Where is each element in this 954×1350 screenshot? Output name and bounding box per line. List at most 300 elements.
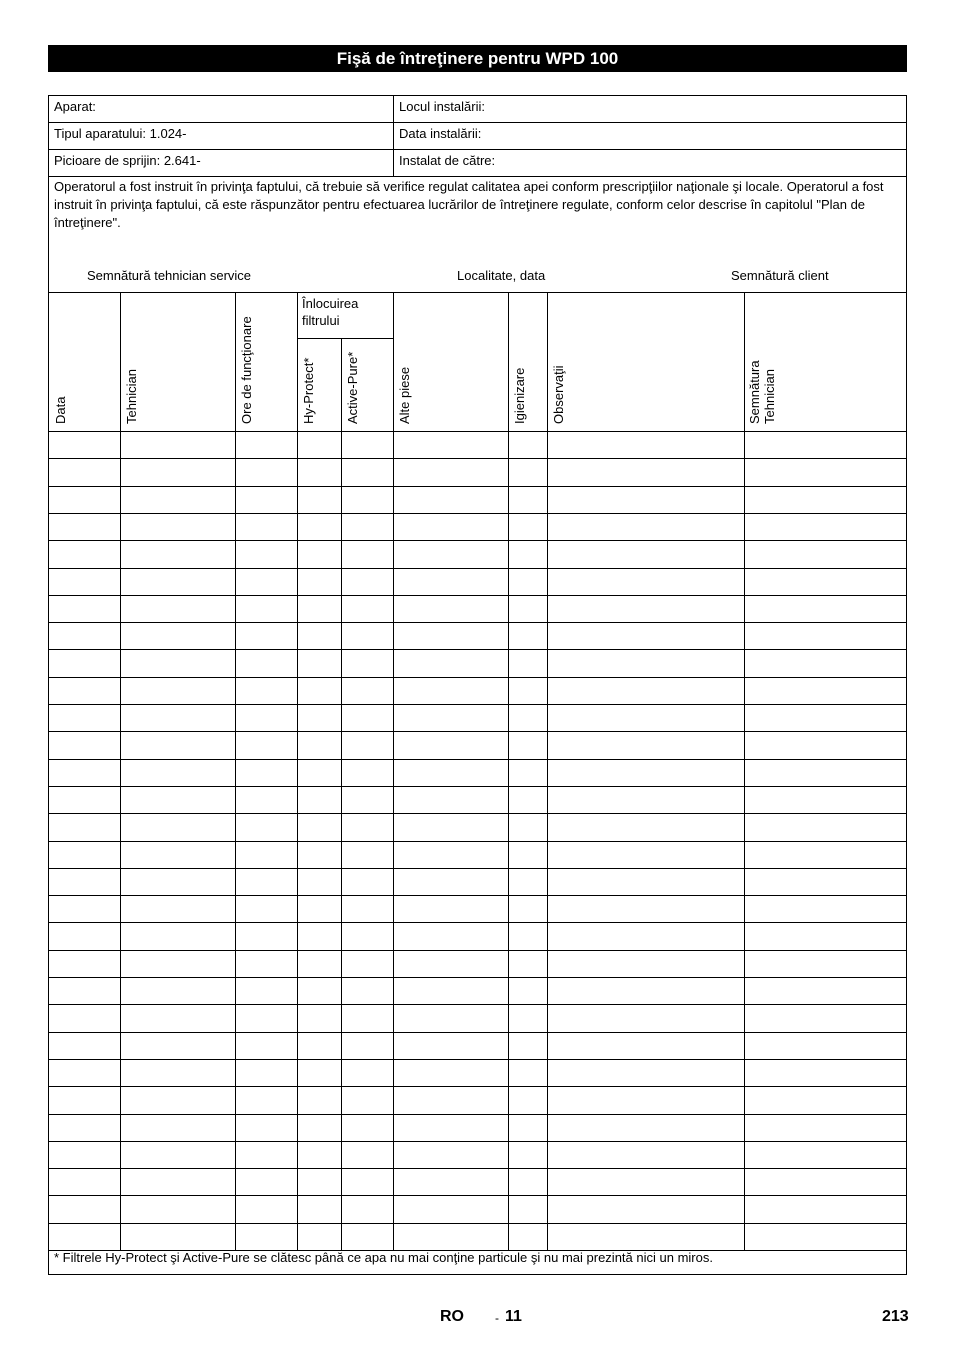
log-cell-date[interactable] bbox=[50, 842, 120, 868]
column-header-hy-protect: Hy-Protect* bbox=[301, 357, 316, 424]
log-cell-active-pure[interactable] bbox=[342, 596, 393, 622]
log-cell-signature[interactable] bbox=[745, 1033, 906, 1059]
log-cell-active-pure[interactable] bbox=[342, 459, 393, 486]
log-cell-date[interactable] bbox=[50, 1169, 120, 1195]
log-cell-observations[interactable] bbox=[548, 869, 744, 895]
log-cell-date[interactable] bbox=[50, 1033, 120, 1059]
log-cell-hy-protect[interactable] bbox=[298, 787, 341, 813]
log-cell-hours[interactable] bbox=[236, 760, 297, 786]
log-cell-sanitizing[interactable] bbox=[509, 623, 547, 649]
log-cell-technician[interactable] bbox=[121, 1196, 235, 1223]
log-cell-observations[interactable] bbox=[548, 1169, 744, 1195]
installation-location-field[interactable]: Locul instalării: bbox=[399, 99, 485, 114]
log-cell-technician[interactable] bbox=[121, 596, 235, 622]
log-cell-signature[interactable] bbox=[745, 732, 906, 759]
log-cell-date[interactable] bbox=[50, 869, 120, 895]
log-cell-sanitizing[interactable] bbox=[509, 678, 547, 704]
log-cell-observations[interactable] bbox=[548, 814, 744, 841]
log-cell-other-parts[interactable] bbox=[394, 1169, 508, 1195]
footer-section-page: 11 bbox=[505, 1308, 522, 1325]
log-cell-hours[interactable] bbox=[236, 596, 297, 622]
log-cell-hours[interactable] bbox=[236, 487, 297, 513]
log-cell-hy-protect[interactable] bbox=[298, 678, 341, 704]
log-cell-hy-protect[interactable] bbox=[298, 1224, 341, 1250]
log-cell-date[interactable] bbox=[50, 623, 120, 649]
log-cell-sanitizing[interactable] bbox=[509, 705, 547, 731]
log-cell-active-pure[interactable] bbox=[342, 923, 393, 950]
log-cell-hy-protect[interactable] bbox=[298, 459, 341, 486]
log-cell-signature[interactable] bbox=[745, 896, 906, 922]
log-cell-active-pure[interactable] bbox=[342, 569, 393, 595]
log-cell-technician[interactable] bbox=[121, 1115, 235, 1141]
log-cell-sanitizing[interactable] bbox=[509, 1196, 547, 1223]
log-cell-date[interactable] bbox=[50, 541, 120, 568]
column-header-active-pure: Active-Pure* bbox=[345, 351, 360, 424]
log-cell-hy-protect[interactable] bbox=[298, 541, 341, 568]
log-cell-active-pure[interactable] bbox=[342, 1115, 393, 1141]
log-cell-signature[interactable] bbox=[745, 432, 906, 458]
log-cell-date[interactable] bbox=[50, 1060, 120, 1086]
log-cell-date[interactable] bbox=[50, 896, 120, 922]
log-cell-hours[interactable] bbox=[236, 978, 297, 1004]
log-cell-hy-protect[interactable] bbox=[298, 1142, 341, 1168]
log-cell-other-parts[interactable] bbox=[394, 569, 508, 595]
installation-info-table bbox=[48, 95, 907, 293]
log-cell-observations[interactable] bbox=[548, 569, 744, 595]
log-cell-other-parts[interactable] bbox=[394, 1005, 508, 1032]
log-cell-date[interactable] bbox=[50, 569, 120, 595]
installation-date-field[interactable]: Data instalării: bbox=[399, 126, 482, 141]
signature-header-line2: Tehnician bbox=[762, 369, 777, 424]
column-header-filter-replacement: Înlocuirea filtrului bbox=[302, 296, 359, 328]
log-cell-hours[interactable] bbox=[236, 1115, 297, 1141]
log-cell-hy-protect[interactable] bbox=[298, 1005, 341, 1032]
log-cell-signature[interactable] bbox=[745, 541, 906, 568]
log-cell-other-parts[interactable] bbox=[394, 541, 508, 568]
log-cell-signature[interactable] bbox=[745, 569, 906, 595]
log-cell-hy-protect[interactable] bbox=[298, 623, 341, 649]
log-cell-other-parts[interactable] bbox=[394, 760, 508, 786]
log-cell-hy-protect[interactable] bbox=[298, 1115, 341, 1141]
log-cell-signature[interactable] bbox=[745, 623, 906, 649]
log-cell-other-parts[interactable] bbox=[394, 650, 508, 677]
log-cell-hy-protect[interactable] bbox=[298, 650, 341, 677]
log-cell-sanitizing[interactable] bbox=[509, 487, 547, 513]
log-cell-hy-protect[interactable] bbox=[298, 1087, 341, 1114]
log-cell-hy-protect[interactable] bbox=[298, 869, 341, 895]
log-cell-active-pure[interactable] bbox=[342, 814, 393, 841]
log-cell-date[interactable] bbox=[50, 732, 120, 759]
log-cell-technician[interactable] bbox=[121, 842, 235, 868]
log-cell-observations[interactable] bbox=[548, 1142, 744, 1168]
log-cell-sanitizing[interactable] bbox=[509, 1033, 547, 1059]
log-cell-hours[interactable] bbox=[236, 705, 297, 731]
log-cell-technician[interactable] bbox=[121, 1142, 235, 1168]
log-cell-observations[interactable] bbox=[548, 650, 744, 677]
log-cell-sanitizing[interactable] bbox=[509, 896, 547, 922]
log-cell-hy-protect[interactable] bbox=[298, 487, 341, 513]
log-cell-observations[interactable] bbox=[548, 787, 744, 813]
log-cell-hy-protect[interactable] bbox=[298, 705, 341, 731]
log-cell-hy-protect[interactable] bbox=[298, 1060, 341, 1086]
log-cell-sanitizing[interactable] bbox=[509, 596, 547, 622]
log-cell-sanitizing[interactable] bbox=[509, 842, 547, 868]
log-cell-sanitizing[interactable] bbox=[509, 869, 547, 895]
log-cell-active-pure[interactable] bbox=[342, 760, 393, 786]
log-cell-hours[interactable] bbox=[236, 459, 297, 486]
log-cell-sanitizing[interactable] bbox=[509, 569, 547, 595]
column-header-observations: Observaţii bbox=[551, 365, 566, 424]
log-cell-observations[interactable] bbox=[548, 459, 744, 486]
log-cell-date[interactable] bbox=[50, 1224, 120, 1250]
log-cell-technician[interactable] bbox=[121, 814, 235, 841]
log-cell-technician[interactable] bbox=[121, 1033, 235, 1059]
log-cell-sanitizing[interactable] bbox=[509, 1060, 547, 1086]
log-cell-observations[interactable] bbox=[548, 1196, 744, 1223]
log-cell-other-parts[interactable] bbox=[394, 1142, 508, 1168]
log-cell-technician[interactable] bbox=[121, 760, 235, 786]
log-cell-signature[interactable] bbox=[745, 1169, 906, 1195]
log-cell-hours[interactable] bbox=[236, 650, 297, 677]
log-cell-hours[interactable] bbox=[236, 1033, 297, 1059]
log-cell-sanitizing[interactable] bbox=[509, 1224, 547, 1250]
log-cell-other-parts[interactable] bbox=[394, 923, 508, 950]
log-cell-hy-protect[interactable] bbox=[298, 760, 341, 786]
log-cell-date[interactable] bbox=[50, 1087, 120, 1114]
log-cell-date[interactable] bbox=[50, 923, 120, 950]
log-cell-observations[interactable] bbox=[548, 1115, 744, 1141]
column-header-other-parts: Alte piese bbox=[397, 366, 412, 424]
log-cell-signature[interactable] bbox=[745, 678, 906, 704]
log-cell-technician[interactable] bbox=[121, 487, 235, 513]
log-cell-signature[interactable] bbox=[745, 814, 906, 841]
log-cell-date[interactable] bbox=[50, 760, 120, 786]
log-cell-hours[interactable] bbox=[236, 814, 297, 841]
log-cell-other-parts[interactable] bbox=[394, 842, 508, 868]
log-cell-other-parts[interactable] bbox=[394, 1087, 508, 1114]
log-cell-observations[interactable] bbox=[548, 487, 744, 513]
log-cell-active-pure[interactable] bbox=[342, 1005, 393, 1032]
log-cell-hy-protect[interactable] bbox=[298, 432, 341, 458]
log-cell-other-parts[interactable] bbox=[394, 596, 508, 622]
log-cell-observations[interactable] bbox=[548, 1033, 744, 1059]
log-cell-hy-protect[interactable] bbox=[298, 514, 341, 540]
log-cell-signature[interactable] bbox=[745, 1087, 906, 1114]
log-cell-technician[interactable] bbox=[121, 1060, 235, 1086]
log-cell-date[interactable] bbox=[50, 459, 120, 486]
log-cell-other-parts[interactable] bbox=[394, 678, 508, 704]
log-cell-signature[interactable] bbox=[745, 951, 906, 977]
log-cell-signature[interactable] bbox=[745, 1224, 906, 1250]
log-cell-sanitizing[interactable] bbox=[509, 814, 547, 841]
log-cell-hours[interactable] bbox=[236, 432, 297, 458]
log-cell-technician[interactable] bbox=[121, 923, 235, 950]
log-cell-date[interactable] bbox=[50, 514, 120, 540]
log-cell-signature[interactable] bbox=[745, 459, 906, 486]
log-cell-signature[interactable] bbox=[745, 923, 906, 950]
log-cell-active-pure[interactable] bbox=[342, 541, 393, 568]
log-cell-observations[interactable] bbox=[548, 896, 744, 922]
log-cell-active-pure[interactable] bbox=[342, 896, 393, 922]
footer-language: RO bbox=[440, 1308, 464, 1325]
log-cell-other-parts[interactable] bbox=[394, 978, 508, 1004]
log-cell-date[interactable] bbox=[50, 1115, 120, 1141]
log-cell-sanitizing[interactable] bbox=[509, 923, 547, 950]
log-cell-observations[interactable] bbox=[548, 1087, 744, 1114]
log-cell-sanitizing[interactable] bbox=[509, 951, 547, 977]
log-cell-observations[interactable] bbox=[548, 541, 744, 568]
log-cell-date[interactable] bbox=[50, 596, 120, 622]
log-cell-technician[interactable] bbox=[121, 896, 235, 922]
installed-by-field[interactable]: Instalat de către: bbox=[399, 153, 496, 168]
log-cell-technician[interactable] bbox=[121, 1224, 235, 1250]
column-header-date: Data bbox=[53, 396, 68, 424]
log-cell-hours[interactable] bbox=[236, 951, 297, 977]
operator-instruction-statement: Operatorul a fost instruit în privinţa faptului, că trebuie să verifice regulat calitatea apei conform prescripţiilor naţionale şi locale. Operatorul a fost instruit în privinţa faptului, că este răspunzător pentru efectuarea lucrărilor de întreţinere regulate, conform celor descrise în capitolul "Plan de întreţinere". bbox=[54, 179, 884, 230]
log-cell-observations[interactable] bbox=[548, 596, 744, 622]
log-cell-hy-protect[interactable] bbox=[298, 814, 341, 841]
log-cell-observations[interactable] bbox=[548, 432, 744, 458]
log-cell-active-pure[interactable] bbox=[342, 650, 393, 677]
log-cell-signature[interactable] bbox=[745, 842, 906, 868]
log-cell-observations[interactable] bbox=[548, 1224, 744, 1250]
log-cell-sanitizing[interactable] bbox=[509, 650, 547, 677]
log-cell-other-parts[interactable] bbox=[394, 787, 508, 813]
log-cell-signature[interactable] bbox=[745, 978, 906, 1004]
log-cell-technician[interactable] bbox=[121, 1169, 235, 1195]
log-cell-signature[interactable] bbox=[745, 487, 906, 513]
log-cell-technician[interactable] bbox=[121, 732, 235, 759]
info-row-feet bbox=[49, 150, 906, 177]
column-header-operating-hours: Ore de funcţionare bbox=[239, 316, 254, 424]
log-cell-other-parts[interactable] bbox=[394, 1196, 508, 1223]
log-cell-hours[interactable] bbox=[236, 1142, 297, 1168]
log-cell-observations[interactable] bbox=[548, 705, 744, 731]
log-cell-active-pure[interactable] bbox=[342, 978, 393, 1004]
row-line bbox=[49, 1250, 906, 1251]
column-header-technician-signature bbox=[747, 360, 777, 424]
footer-dash: - bbox=[495, 1311, 499, 1325]
log-cell-other-parts[interactable] bbox=[394, 1060, 508, 1086]
log-cell-sanitizing[interactable] bbox=[509, 787, 547, 813]
log-cell-signature[interactable] bbox=[745, 1115, 906, 1141]
log-cell-hours[interactable] bbox=[236, 732, 297, 759]
log-cell-hours[interactable] bbox=[236, 787, 297, 813]
log-cell-signature[interactable] bbox=[745, 869, 906, 895]
log-cell-sanitizing[interactable] bbox=[509, 1115, 547, 1141]
log-cell-technician[interactable] bbox=[121, 623, 235, 649]
column-header-sanitizing: Igienizare bbox=[512, 367, 527, 424]
log-cell-hours[interactable] bbox=[236, 1224, 297, 1250]
log-cell-hy-protect[interactable] bbox=[298, 732, 341, 759]
log-cell-active-pure[interactable] bbox=[342, 432, 393, 458]
log-cell-date[interactable] bbox=[50, 951, 120, 977]
maintenance-log-table bbox=[48, 292, 907, 1275]
log-cell-hy-protect[interactable] bbox=[298, 569, 341, 595]
log-cell-hours[interactable] bbox=[236, 923, 297, 950]
log-cell-hours[interactable] bbox=[236, 514, 297, 540]
place-date-label: Localitate, data bbox=[457, 268, 546, 283]
log-cell-active-pure[interactable] bbox=[342, 787, 393, 813]
log-cell-date[interactable] bbox=[50, 814, 120, 841]
info-row-device bbox=[49, 96, 906, 123]
log-cell-hy-protect[interactable] bbox=[298, 596, 341, 622]
log-cell-observations[interactable] bbox=[548, 978, 744, 1004]
log-cell-hours[interactable] bbox=[236, 1060, 297, 1086]
log-cell-other-parts[interactable] bbox=[394, 623, 508, 649]
log-cell-active-pure[interactable] bbox=[342, 514, 393, 540]
log-cell-observations[interactable] bbox=[548, 1060, 744, 1086]
log-cell-sanitizing[interactable] bbox=[509, 1005, 547, 1032]
log-cell-technician[interactable] bbox=[121, 869, 235, 895]
log-cell-technician[interactable] bbox=[121, 514, 235, 540]
log-cell-active-pure[interactable] bbox=[342, 1224, 393, 1250]
log-cell-hours[interactable] bbox=[236, 1196, 297, 1223]
device-type-field[interactable]: Tipul aparatului: 1.024- bbox=[49, 123, 394, 149]
log-cell-technician[interactable] bbox=[121, 978, 235, 1004]
log-cell-hy-protect[interactable] bbox=[298, 978, 341, 1004]
log-cell-technician[interactable] bbox=[121, 432, 235, 458]
column-header-technician: Tehnician bbox=[124, 369, 139, 424]
log-cell-signature[interactable] bbox=[745, 514, 906, 540]
log-cell-hours[interactable] bbox=[236, 678, 297, 704]
log-cell-other-parts[interactable] bbox=[394, 869, 508, 895]
log-cell-observations[interactable] bbox=[548, 514, 744, 540]
log-cell-observations[interactable] bbox=[548, 760, 744, 786]
log-cell-observations[interactable] bbox=[548, 951, 744, 977]
log-cell-active-pure[interactable] bbox=[342, 732, 393, 759]
log-cell-date[interactable] bbox=[50, 787, 120, 813]
log-cell-technician[interactable] bbox=[121, 787, 235, 813]
log-cell-sanitizing[interactable] bbox=[509, 432, 547, 458]
log-cell-other-parts[interactable] bbox=[394, 951, 508, 977]
log-cell-date[interactable] bbox=[50, 1196, 120, 1223]
log-cell-other-parts[interactable] bbox=[394, 459, 508, 486]
log-cell-other-parts[interactable] bbox=[394, 732, 508, 759]
log-cell-sanitizing[interactable] bbox=[509, 541, 547, 568]
log-cell-technician[interactable] bbox=[121, 541, 235, 568]
log-cell-sanitizing[interactable] bbox=[509, 514, 547, 540]
log-cell-date[interactable] bbox=[50, 1142, 120, 1168]
log-cell-technician[interactable] bbox=[121, 1087, 235, 1114]
log-cell-other-parts[interactable] bbox=[394, 1115, 508, 1141]
footer-page-number: 213 bbox=[882, 1308, 909, 1325]
log-cell-technician[interactable] bbox=[121, 1005, 235, 1032]
log-cell-other-parts[interactable] bbox=[394, 487, 508, 513]
log-cell-hours[interactable] bbox=[236, 541, 297, 568]
log-cell-date[interactable] bbox=[50, 705, 120, 731]
log-cell-hours[interactable] bbox=[236, 869, 297, 895]
log-cell-signature[interactable] bbox=[745, 1142, 906, 1168]
device-field[interactable]: Aparat: bbox=[49, 96, 394, 122]
log-cell-sanitizing[interactable] bbox=[509, 760, 547, 786]
log-cell-signature[interactable] bbox=[745, 787, 906, 813]
log-cell-signature[interactable] bbox=[745, 760, 906, 786]
log-cell-other-parts[interactable] bbox=[394, 514, 508, 540]
log-cell-active-pure[interactable] bbox=[342, 951, 393, 977]
log-cell-other-parts[interactable] bbox=[394, 432, 508, 458]
log-cell-hours[interactable] bbox=[236, 896, 297, 922]
log-cell-technician[interactable] bbox=[121, 705, 235, 731]
log-cell-date[interactable] bbox=[50, 650, 120, 677]
log-cell-active-pure[interactable] bbox=[342, 1169, 393, 1195]
log-cell-observations[interactable] bbox=[548, 623, 744, 649]
log-cell-active-pure[interactable] bbox=[342, 705, 393, 731]
log-cell-technician[interactable] bbox=[121, 569, 235, 595]
log-cell-sanitizing[interactable] bbox=[509, 459, 547, 486]
log-cell-technician[interactable] bbox=[121, 459, 235, 486]
log-cell-sanitizing[interactable] bbox=[509, 1142, 547, 1168]
log-cell-hy-protect[interactable] bbox=[298, 896, 341, 922]
log-cell-active-pure[interactable] bbox=[342, 1033, 393, 1059]
log-cell-hours[interactable] bbox=[236, 623, 297, 649]
log-cell-signature[interactable] bbox=[745, 1005, 906, 1032]
log-cell-active-pure[interactable] bbox=[342, 842, 393, 868]
log-cell-other-parts[interactable] bbox=[394, 814, 508, 841]
log-cell-other-parts[interactable] bbox=[394, 1224, 508, 1250]
log-cell-active-pure[interactable] bbox=[342, 1196, 393, 1223]
log-cell-signature[interactable] bbox=[745, 596, 906, 622]
log-cell-technician[interactable] bbox=[121, 678, 235, 704]
log-cell-other-parts[interactable] bbox=[394, 896, 508, 922]
log-cell-active-pure[interactable] bbox=[342, 1060, 393, 1086]
log-cell-other-parts[interactable] bbox=[394, 1033, 508, 1059]
log-cell-hy-protect[interactable] bbox=[298, 951, 341, 977]
log-cell-other-parts[interactable] bbox=[394, 705, 508, 731]
log-cell-signature[interactable] bbox=[745, 650, 906, 677]
log-cell-date[interactable] bbox=[50, 978, 120, 1004]
log-cell-hy-protect[interactable] bbox=[298, 1033, 341, 1059]
log-cell-active-pure[interactable] bbox=[342, 1087, 393, 1114]
log-cell-sanitizing[interactable] bbox=[509, 1087, 547, 1114]
log-cell-hy-protect[interactable] bbox=[298, 842, 341, 868]
log-cell-active-pure[interactable] bbox=[342, 487, 393, 513]
log-cell-date[interactable] bbox=[50, 678, 120, 704]
log-cell-signature[interactable] bbox=[745, 1196, 906, 1223]
log-cell-hours[interactable] bbox=[236, 842, 297, 868]
log-cell-observations[interactable] bbox=[548, 1005, 744, 1032]
log-cell-hours[interactable] bbox=[236, 1169, 297, 1195]
log-cell-sanitizing[interactable] bbox=[509, 732, 547, 759]
log-cell-date[interactable] bbox=[50, 1005, 120, 1032]
log-cell-signature[interactable] bbox=[745, 705, 906, 731]
log-cell-hy-protect[interactable] bbox=[298, 1196, 341, 1223]
info-row-type bbox=[49, 123, 906, 150]
log-cell-technician[interactable] bbox=[121, 650, 235, 677]
log-cell-hy-protect[interactable] bbox=[298, 923, 341, 950]
log-cell-observations[interactable] bbox=[548, 678, 744, 704]
log-cell-sanitizing[interactable] bbox=[509, 978, 547, 1004]
log-cell-technician[interactable] bbox=[121, 951, 235, 977]
log-cell-date[interactable] bbox=[50, 487, 120, 513]
log-cell-signature[interactable] bbox=[745, 1060, 906, 1086]
client-signature-label: Semnătură client bbox=[731, 268, 829, 283]
log-cell-observations[interactable] bbox=[548, 923, 744, 950]
log-cell-hours[interactable] bbox=[236, 1005, 297, 1032]
support-feet-field[interactable]: Picioare de sprijin: 2.641- bbox=[49, 150, 394, 176]
log-cell-active-pure[interactable] bbox=[342, 623, 393, 649]
log-cell-active-pure[interactable] bbox=[342, 869, 393, 895]
log-cell-active-pure[interactable] bbox=[342, 678, 393, 704]
log-cell-active-pure[interactable] bbox=[342, 1142, 393, 1168]
log-cell-hy-protect[interactable] bbox=[298, 1169, 341, 1195]
log-cell-date[interactable] bbox=[50, 432, 120, 458]
log-cell-hours[interactable] bbox=[236, 569, 297, 595]
log-cell-observations[interactable] bbox=[548, 732, 744, 759]
log-cell-hours[interactable] bbox=[236, 1087, 297, 1114]
log-cell-sanitizing[interactable] bbox=[509, 1169, 547, 1195]
log-cell-observations[interactable] bbox=[548, 842, 744, 868]
